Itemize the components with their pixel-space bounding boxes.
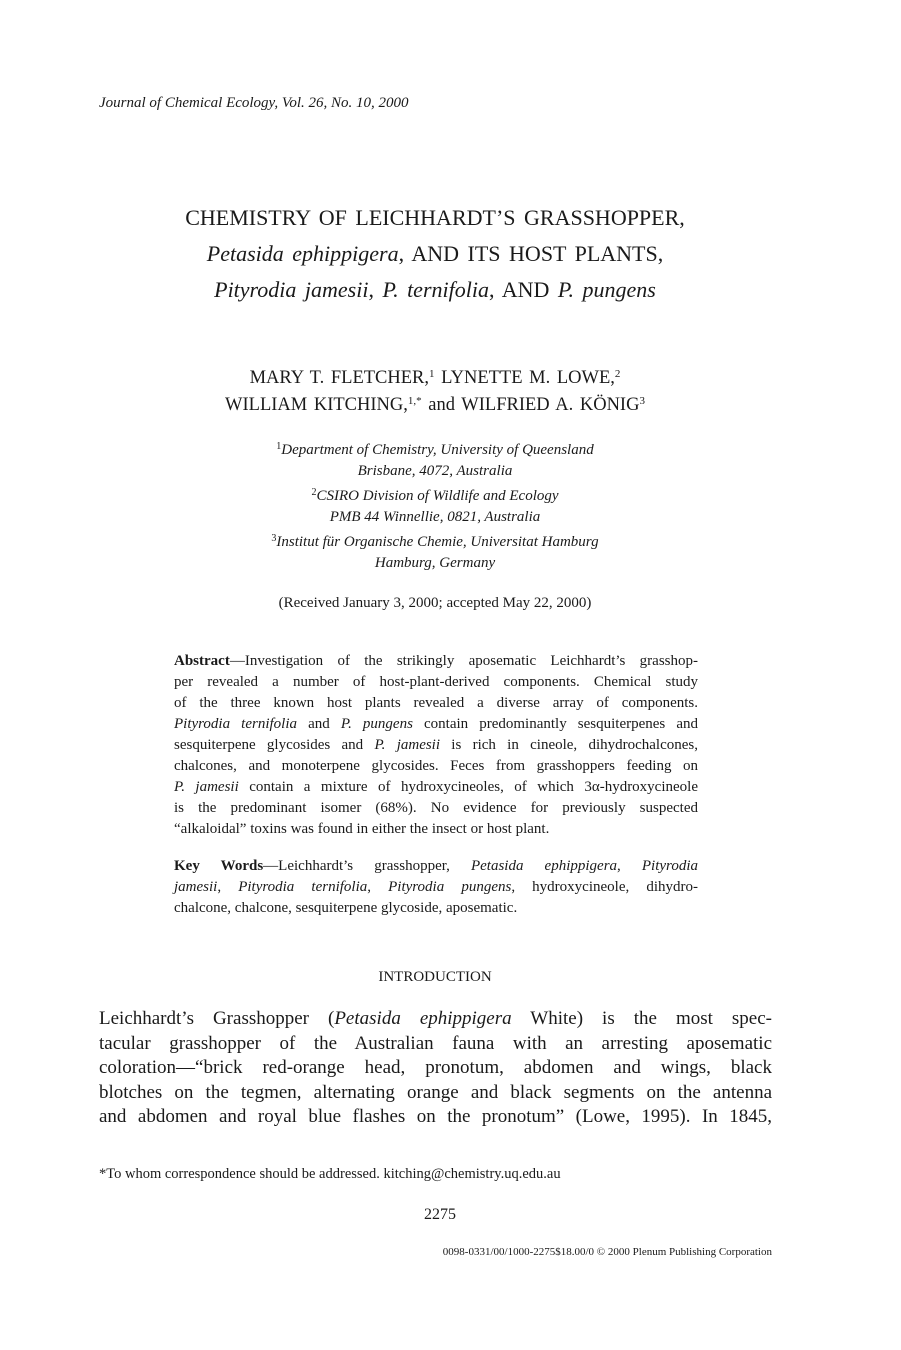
key-words-label: Key Words: [174, 858, 264, 874]
title-line-1: CHEMISTRY OF LEICHHARDT’S GRASSHOPPER,: [185, 205, 685, 230]
author-list: [100, 365, 770, 419]
title-line-3: Pityrodia jamesii, P. ternifolia, AND P. pungens: [214, 277, 656, 302]
authors-line-1: MARY T. FLETCHER,$^1$ LYNETTE M. LOWE,$^2$: [249, 368, 621, 388]
authors-line-2: WILLIAM KITCHING,$^{1,*}$ and WILFRIED A. KÖNIG$^3$: [225, 395, 645, 415]
copyright-line: 0098-0331/00/1000-2275$18.00/0 © 2000 Plenum Publishing Corporation: [442, 1246, 772, 1258]
correspondence-footnote: *To whom correspondence should be addressed. kitching@chemistry.uq.edu.au: [99, 1166, 561, 1182]
abstract-label: Abstract: [174, 653, 230, 669]
affiliation-1: $^1$Department of Chemistry, University of Queensland Brisbane, 4072, Australia: [276, 441, 594, 479]
abstract: Abstract—Investigation of the strikingly aposematic Leichhardt’s grasshop- per revealed a number of host-plant-derived components. Chemical study of the three known host plants revealed a diverse array of components. Pityrodia ternifolia and P. pungens contain predominantly sesquiterpenes and sesquiterpene glycosides and P. jamesii is rich in cineole, dihydrochalcones, chalcones, and monoterpene glycosides. Feces from grasshoppers feeding on P. jamesii contain a mixture of hydroxycineoles, of which 3α-hydroxycineole is the predominant isomer (68%). No evidence for previously suspected “alkaloidal” toxins was found in either the insect or host plant.: [174, 653, 699, 837]
page-number: 2275: [424, 1206, 456, 1223]
key-words: Key Words—Leichhardt’s grasshopper, Petasida ephippigera, Pityrodia jamesii, Pityrodia ternifolia, Pityrodia pungens, hydroxycineole, dihydro- chalcone, chalcone, sesquiterpene glycoside, aposematic.: [174, 858, 699, 916]
affiliation-2: $^2$CSIRO Division of Wildlife and Ecology PMB 44 Winnellie, 0821, Australia: [311, 487, 559, 525]
paper-title: [100, 200, 770, 308]
affiliation-3: $^3$Institut für Organische Chemie, Universitat Hamburg Hamburg, Germany: [271, 533, 599, 571]
journal-citation: Journal of Chemical Ecology, Vol. 26, No. 10, 2000: [99, 95, 409, 111]
section-heading-introduction: INTRODUCTION: [378, 969, 492, 985]
affiliations: [100, 440, 770, 578]
title-line-2: Petasida ephippigera, AND ITS HOST PLANTS,: [206, 241, 664, 266]
introduction-paragraph: Leichhardt’s Grasshopper (Petasida ephippigera White) is the most spec- tacular grasshopper of the Australian fauna with an arresting aposematic coloration—“brick red-orange head, pronotum, abdomen and wings, black blotches on the tegmen, alternating orange and black segments on the antenna and abdomen and royal blue flashes on the pronotum” (Lowe, 1995). In 1845,: [99, 1008, 772, 1127]
received-dates: (Received January 3, 2000; accepted May 22, 2000): [278, 595, 592, 611]
